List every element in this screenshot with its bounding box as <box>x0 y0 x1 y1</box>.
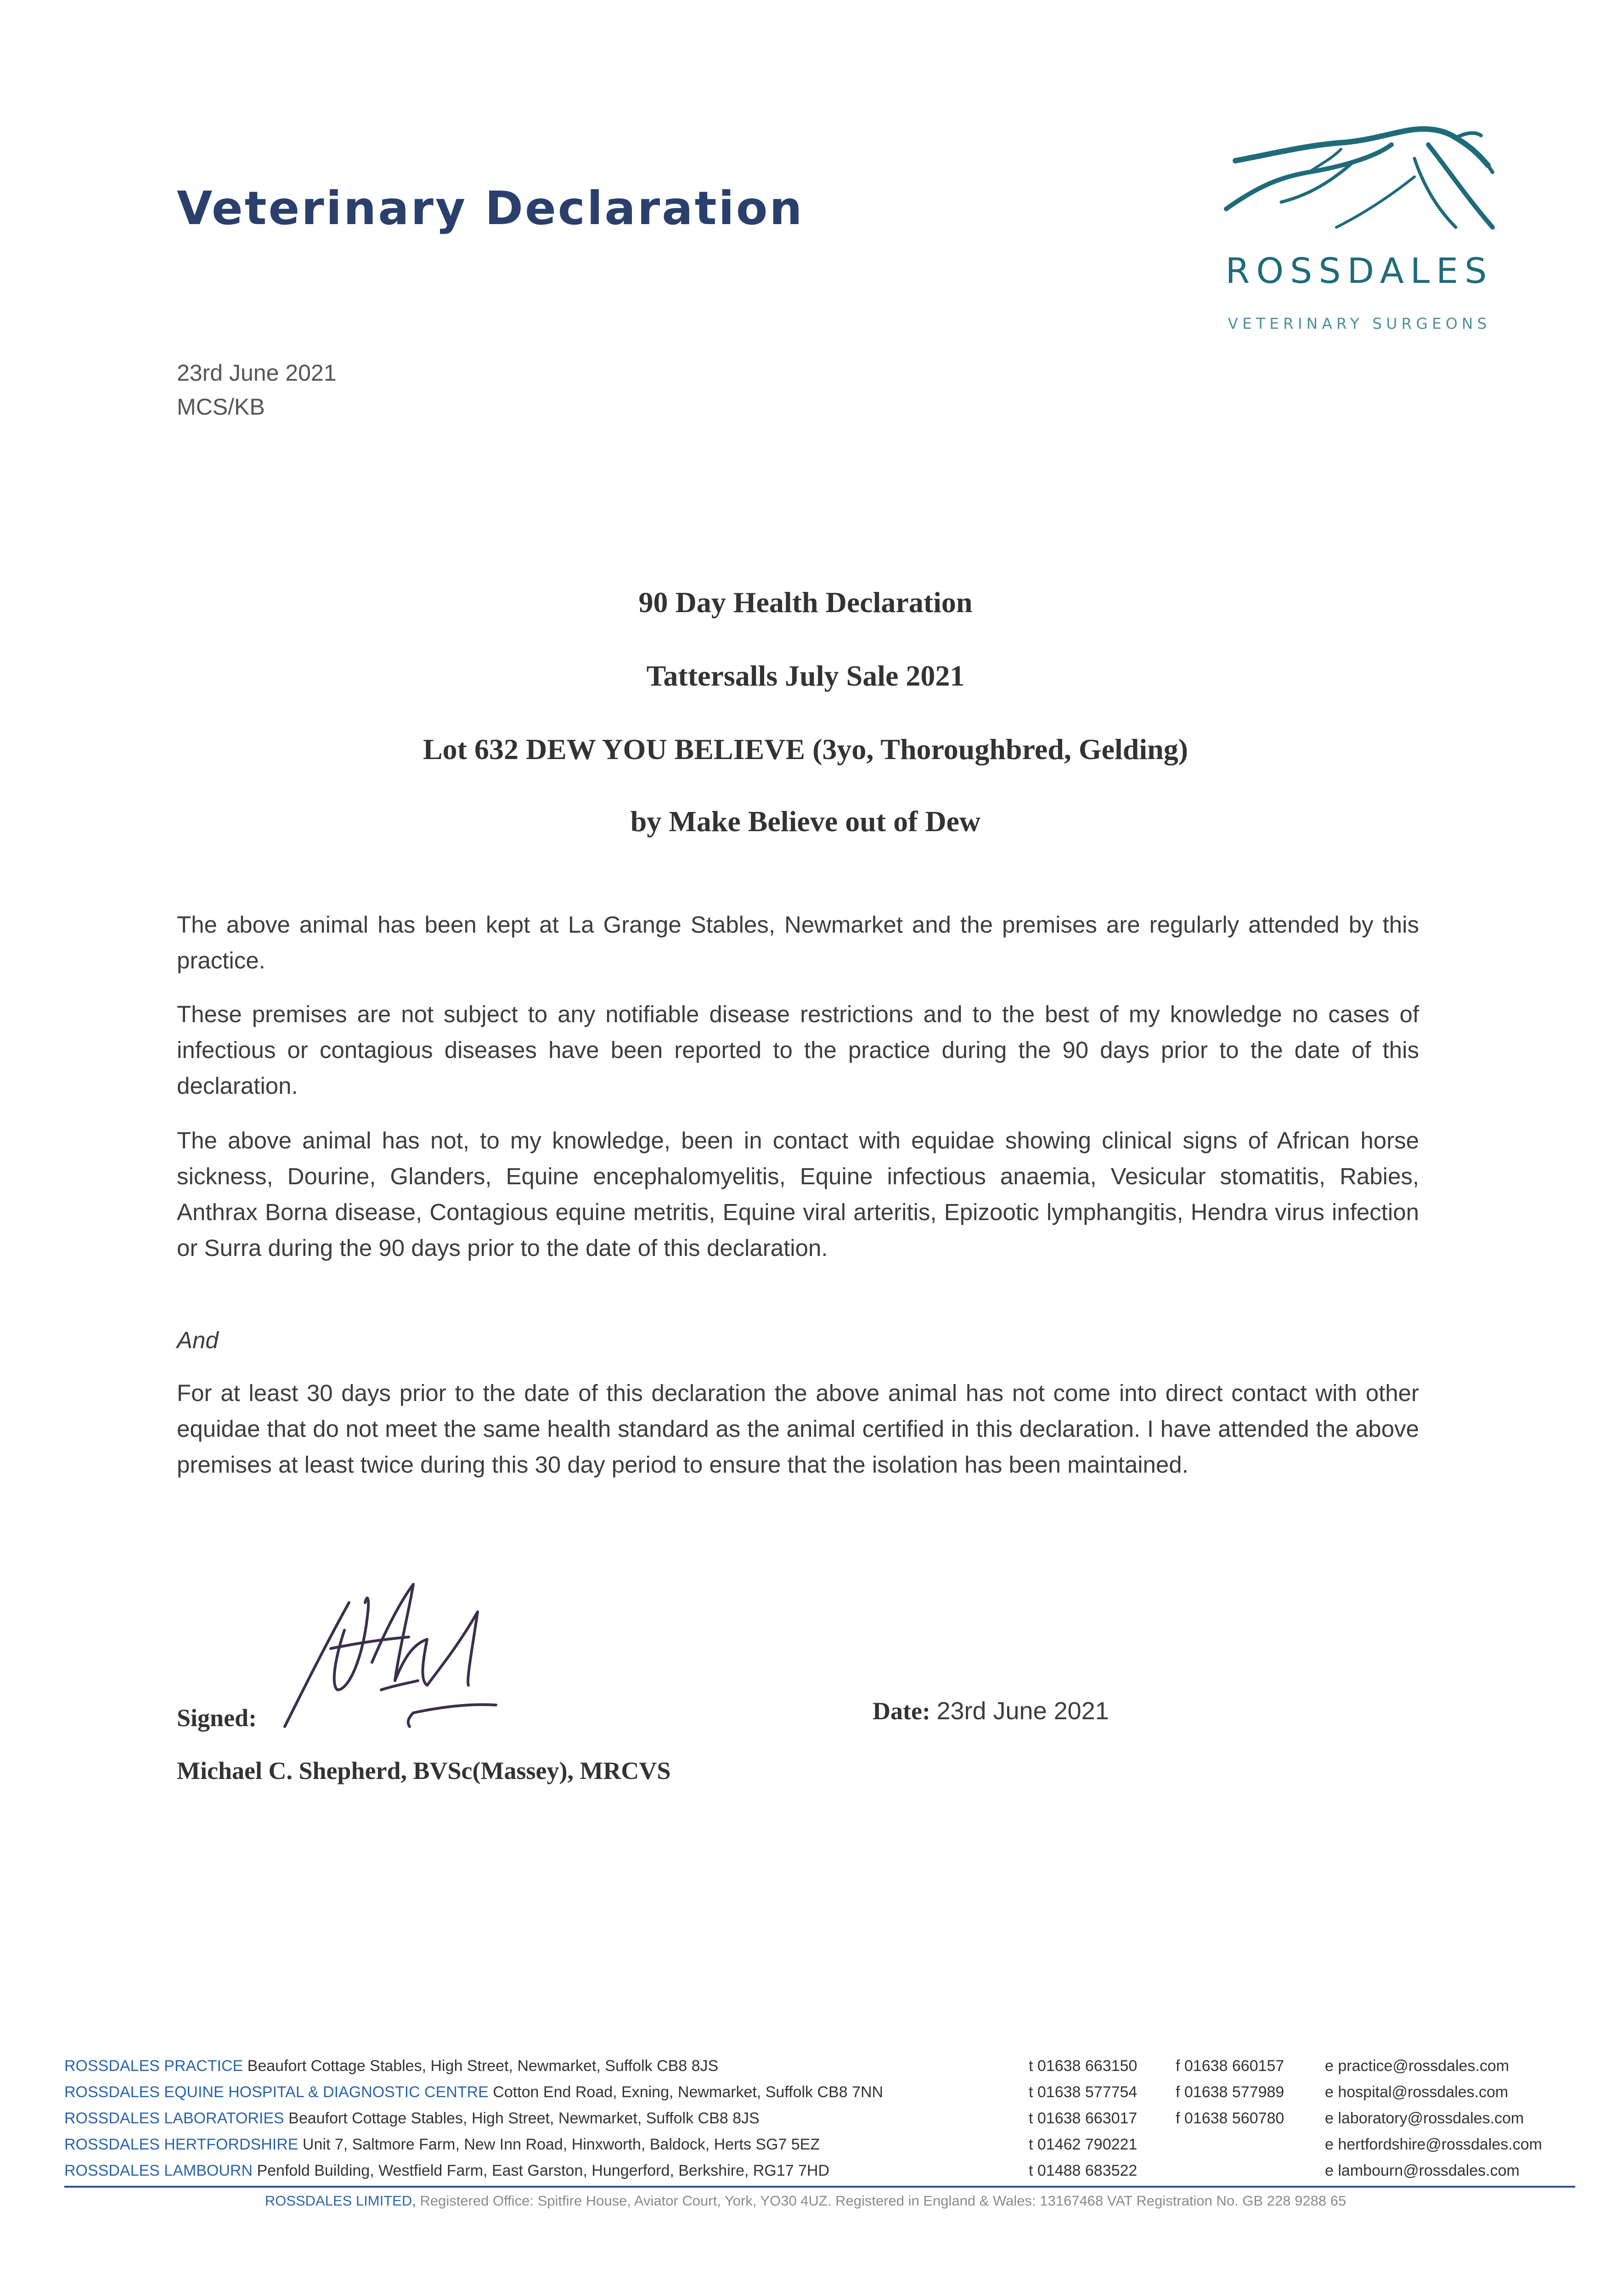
footer-name: ROSSDALES LABORATORIES <box>64 2110 284 2127</box>
footer-name: ROSSDALES EQUINE HOSPITAL & DIAGNOSTIC CENTRE <box>64 2083 489 2101</box>
footer-address: Beaufort Cottage Stables, High Street, Newmarket, Suffolk CB8 8JS <box>247 2057 719 2075</box>
horse-logo-icon <box>1217 117 1502 246</box>
heading-breeding: by Make Believe out of Dew <box>630 805 981 838</box>
heading-declaration: 90 Day Health Declaration <box>638 586 973 619</box>
footer-row-lambourn <box>64 2162 1520 2188</box>
footer-name: ROSSDALES LAMBOURN <box>64 2162 253 2179</box>
footer-email[interactable]: e laboratory@rossdales.com <box>1325 2110 1524 2127</box>
footer-email[interactable]: e hertfordshire@rossdales.com <box>1325 2136 1542 2153</box>
date-value: 23rd June 2021 <box>936 1697 1109 1725</box>
heading-sale: Tattersalls July Sale 2021 <box>646 659 965 692</box>
footer-address: Cotton End Road, Exning, Newmarket, Suffolk CB8 7NN <box>493 2083 884 2101</box>
signatory-name: Michael C. Shepherd, BVSc(Massey), MRCVS <box>177 1757 671 1784</box>
footer-tel: t 01638 663150 <box>1029 2057 1138 2075</box>
registration-line <box>0 2193 1611 2209</box>
letter-date: 23rd June 2021 <box>177 360 337 386</box>
heading-lot: Lot 632 DEW YOU BELIEVE (3yo, Thoroughbred, Gelding) <box>422 733 1189 765</box>
footer-email[interactable]: e hospital@rossdales.com <box>1325 2083 1509 2101</box>
footer-divider <box>64 2186 1575 2188</box>
footer-row-hertfordshire <box>64 2136 1542 2161</box>
rossdales-logo <box>1208 117 1511 338</box>
footer-name: ROSSDALES HERTFORDSHIRE <box>64 2136 299 2153</box>
letter-reference: MCS/KB <box>177 394 265 420</box>
footer-address: Beaufort Cottage Stables, High Street, Newmarket, Suffolk CB8 8JS <box>288 2110 760 2127</box>
footer-tel: t 01488 683522 <box>1029 2162 1138 2179</box>
footer-address: Unit 7, Saltmore Farm, New Inn Road, Hinxworth, Baldock, Herts SG7 5EZ <box>302 2136 820 2153</box>
paragraph-and: And <box>177 1327 219 1353</box>
footer-fax: f 01638 577989 <box>1176 2083 1284 2101</box>
registration-text: Registered Office: Spitfire House, Aviator Court, York, YO30 4UZ. Registered in England & Wales: 13167468 VAT Registration No. GB 228 9288 65 <box>420 2193 1346 2209</box>
footer-row-hospital <box>64 2083 1509 2109</box>
handwritten-signature <box>276 1575 514 1745</box>
footer-tel: t 01638 663017 <box>1029 2110 1138 2127</box>
footer-name: ROSSDALES PRACTICE <box>64 2057 243 2075</box>
date-label: Date: <box>873 1697 930 1725</box>
paragraph-isolation: For at least 30 days prior to the date of this declaration the above animal has not come into direct contact with other equidae that do not meet the same health standard as the animal certified in this declaration. I have attended the above premises at least twice during this 30 day period to ensure that the isolation has been maintained. <box>177 1380 1419 1478</box>
logo-tagline: VETERINARY SURGEONS <box>1228 315 1491 332</box>
paragraph-diseases: The above animal has not, to my knowledge, been in contact with equidae showing clinical signs of African horse sickness, Dourine, Glanders, Equine encephalomyelitis, Equine infectious anaemia, Vesicular stomatitis, Rabies, Anthrax Borna disease, Contagious equine metritis, Equine viral arteritis, Epizootic lymphangitis, Hendra virus infection or Surra during the 90 days prior to the date of this declaration. <box>177 1127 1419 1261</box>
paragraph-restrictions: These premises are not subject to any notifiable disease restrictions and to the best of my knowledge no cases of infectious or contagious diseases have been reported to the practice during the 90 days prior to the date of this declaration. <box>177 1001 1419 1099</box>
footer-fax: f 01638 660157 <box>1176 2057 1284 2075</box>
footer-email[interactable]: e lambourn@rossdales.com <box>1325 2162 1520 2179</box>
footer-tel: t 01638 577754 <box>1029 2083 1138 2101</box>
letter-meta <box>177 356 337 424</box>
logo-wordmark: ROSSDALES <box>1225 250 1493 291</box>
document-title: Veterinary Declaration <box>177 181 804 235</box>
footer-fax: f 01638 560780 <box>1176 2110 1284 2127</box>
footer-tel: t 01462 790221 <box>1029 2136 1138 2153</box>
signed-label: Signed: <box>177 1704 257 1732</box>
footer-row-practice <box>64 2057 1510 2083</box>
date-field <box>873 1697 1109 1725</box>
footer-email[interactable]: e practice@rossdales.com <box>1325 2057 1510 2075</box>
footer-address: Penfold Building, Westfield Farm, East Garston, Hungerford, Berkshire, RG17 7HD <box>257 2162 830 2179</box>
paragraph-premises: The above animal has been kept at La Grange Stables, Newmarket and the premises are regularly attended by this practice. <box>177 912 1419 974</box>
registration-company: ROSSDALES LIMITED, <box>265 2193 416 2209</box>
footer-row-laboratories <box>64 2110 1524 2135</box>
